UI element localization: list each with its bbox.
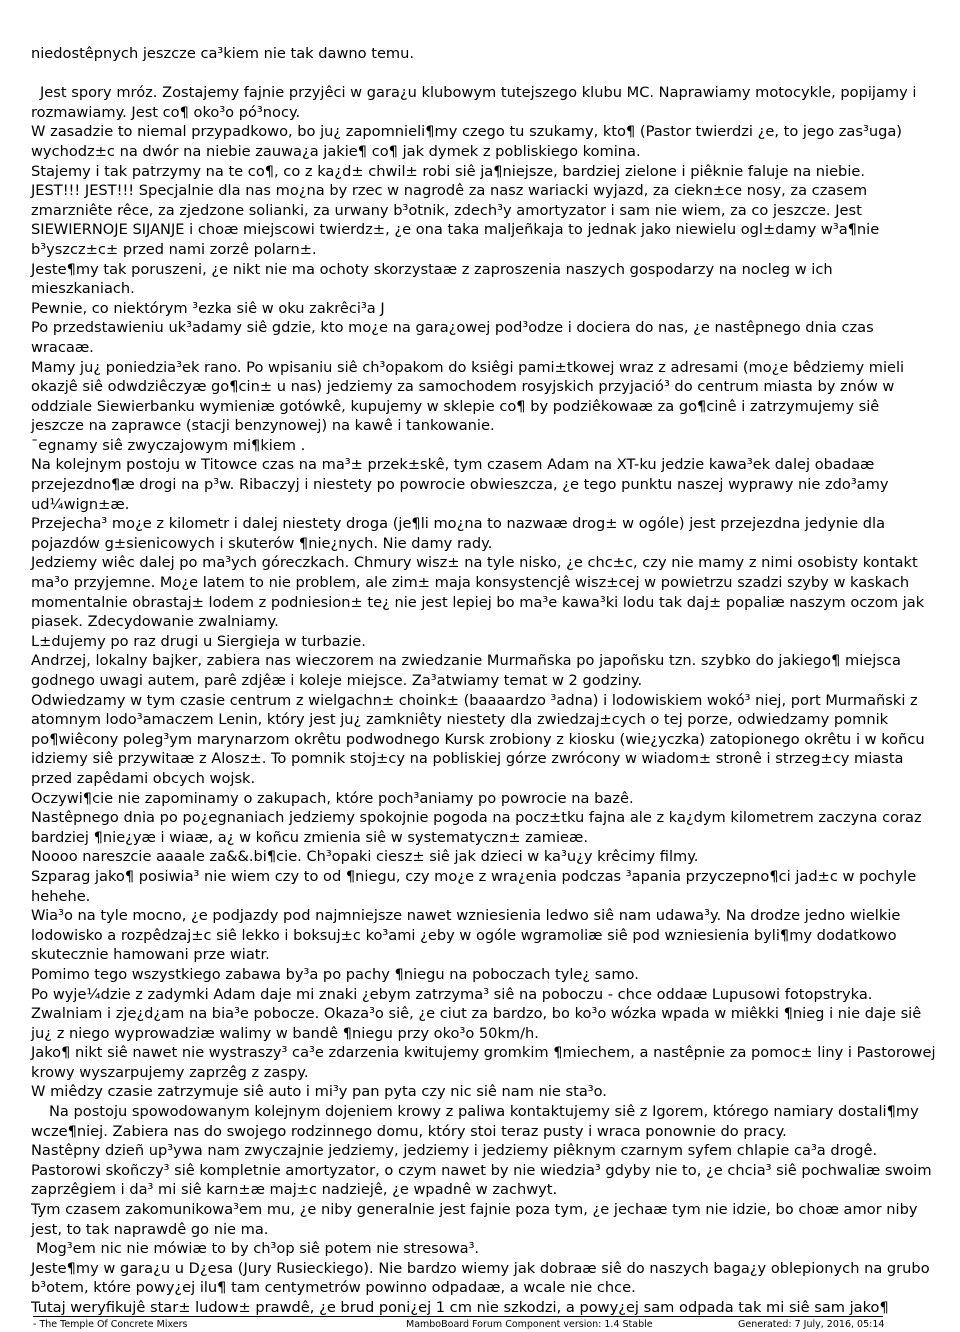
paragraph: Jako¶ nikt siê nawet nie wystraszy³ ca³e zdarzenia kwitujemy gromkim ¶miechem, a nastêpnie za pomoc± liny i Pastorowej krowy wyszarpujemy zaprzêg z zaspy. [31, 1044, 936, 1081]
paragraph: Pewnie, co niektórym ³ezka siê w oku zakrêci³a J [31, 299, 385, 317]
paragraph: Jeste¶my w gara¿u u D¿esa (Jury Rusieckiego). Nie bardzo wiemy jak dobraæ siê do naszych baga¿y oblepionych na grubo b³otem, które powy¿ej ilu¶ tam centymetrów powinno odpadaæ, a wcale nie chce. [31, 1259, 930, 1297]
paragraph: L±dujemy po raz drugi u Siergieja w turbazie. [31, 632, 366, 650]
paragraph: Jest spory mróz. Zostajemy fajnie przyjêci w gara¿u klubowym tutejszego klubu MC. Naprawiamy motocykle, popijamy i rozmawiamy. Jest co¶ oko³o pó³nocy. [31, 84, 917, 121]
footer-site-name: - The Temple Of Concrete Mixers [33, 1319, 188, 1330]
paragraph: Noooo nareszcie aaaale za&&.bi¶cie. Ch³opaki ciesz± siê jak dzieci w ka³u¿y krêcimy filmy. [31, 848, 699, 866]
paragraph: ¯egnamy siê zwyczajowym mi¶kiem . [31, 436, 306, 454]
paragraph: Odwiedzamy w tym czasie centrum z wielgachn± choink± (baaaardzo ³adna) i lodowiskiem wokó³ niej, port Murmañski z atomnym lodo³amaczem Lenin, który jest ju¿ zamkniêty niestety dla zwiedzaj±cych o tej porze, odwiedzamy pomnik po¶wiêcony poleg³ym marynarzom okrêtu podwodnego Kursk zrobiony z kiosku (wie¿yczka) zatopionego okrêtu i w koñcu idziemy siê przywitaæ z Alosz±. To pomnik stoj±cy na pobliskiej górze zwrócony w wiadom± stronê i strzeg±cy miasta przed zapêdami obcych wojsk. [31, 691, 925, 787]
paragraph: Na kolejnym postoju w Titowce czas na ma³± przek±skê, tym czasem Adam na XT-ku jedzie kawa³ek dalej obadaæ przejezdno¶æ drogi na p³w. Ribaczyj i niestety po powrocie obwieszcza, ¿e tego punktu naszej wyprawy nie zdo³amy ud¼wign±æ. [31, 456, 889, 513]
paragraph: Andrzej, lokalny bajker, zabiera nas wieczorem na zwiedzanie Murmañska po japoñsku tzn. szybko do jakiego¶ miejsca godnego uwagi autem, parê zdjêæ i koleje miejsce. Za³atwiamy temat w 2 godziny. [31, 652, 901, 689]
paragraph: Pomimo tego wszystkiego zabawa by³a po pachy ¶niegu na poboczach tyle¿ samo. [31, 965, 639, 983]
paragraph: Nastêpny dzieñ up³ywa nam zwyczajnie jedziemy, jedziemy i jedziemy piêknym czarnym syfem chlapie ca³a drogê. Pastorowi skoñczy³ siê kompletnie amortyzator, o czym nawet by nie wiedzia³ gdyby nie to, ¿e chcia³ siê pochwaliæ swoim zaprzêgiem i da³ mi siê karn±æ maj±c nadziejê, ¿e wpadnê w zachwyt. [31, 1142, 932, 1199]
paragraph: JEST!!! JEST!!! Specjalnie dla nas mo¿na by rzec w nagrodê za nasz wariacki wyjazd, za ciekn±ce nosy, za czasem zmarzniête rêce, za zjedzone solianki, za urwany b³otnik, zdech³y amortyzator i sam nie wiem, za co jeszcze. Jest SIEWIERNOJE SIJANJE i choæ miejscowi twierdz±, ¿e ona taka maljeñkaja to jednak jako niewielu ogl±damy w³a¶nie b³yszcz±c± przed nami zorzê polarn±. [31, 182, 880, 258]
paragraph: Oczywi¶cie nie zapominamy o zakupach, które poch³aniamy po powrocie na bazê. [31, 789, 634, 807]
paragraph: niedostêpnych jeszcze ca³kiem nie tak dawno temu. [31, 45, 415, 62]
document-body [31, 44, 936, 1318]
paragraph: Wia³o na tyle mocno, ¿e podjazdy pod najmniejsze nawet wzniesienia ledwo siê nam udawa³y. Na drodze jedno wielkie lodowisko a rozpêdzaj±c siê lekko i boksuj±c ko³ami ¿eby w ogóle wgramoliæ siê pod wzniesienia byli¶my dodatkowo skutecznie hamowani prze wiatr. [31, 907, 901, 964]
paragraph: W zasadzie to niemal przypadkowo, bo ju¿ zapomnieli¶my czego tu szukamy, kto¶ (Pastor twierdzi ¿e, to jego zas³uga) wychodz±c na dwór na niebie zauwa¿a jakie¶ co¶ jak dymek z pobliskiego komina. [31, 123, 902, 160]
paragraph: Po wyje¼dzie z zadymki Adam daje mi znaki ¿ebym zatrzyma³ siê na poboczu - chce oddaæ Lupusowi fotopstryka. Zwalniam i zje¿d¿am na bia³e pobocze. Okaza³o siê, ¿e ciut za bardzo, bo ko³o wózka wpada w miêkki ¶nieg i nie daje siê ju¿ z niego wyprowadziæ walimy w bandê ¶niegu przy oko³o 50km/h. [31, 985, 922, 1042]
page-footer [33, 1316, 885, 1330]
paragraph: Na postoju spowodowanym kolejnym dojeniem krowy z paliwa kontaktujemy siê z Igorem, którego namiary dostali¶my wcze¶niej. Zabiera nas do swojego rodzinnego domu, który stoi teraz pusty i wraca ponownie do pracy. [31, 1103, 919, 1140]
paragraph: W miêdzy czasie zatrzymuje siê auto i mi³y pan pyta czy nic siê nam nie sta³o. [31, 1083, 607, 1101]
paragraph: Przejecha³ mo¿e z kilometr i dalej niestety droga (je¶li mo¿na to nazwaæ drog± w ogóle) jest przejezdna jedynie dla pojazdów g±sienicowych i skuterów ¶nie¿nych. Nie damy rady. [31, 515, 886, 552]
paragraph: Szparag jako¶ posiwia³ nie wiem czy to od ¶niegu, czy mo¿e z wra¿enia podczas ³apania przyczepno¶ci jad±c w pochyle hehehe. [31, 867, 917, 905]
footer-component-version: MamboBoard Forum Component version: 1.4 Stable [406, 1319, 653, 1330]
paragraph: Po przedstawieniu uk³adamy siê gdzie, kto mo¿e na gara¿owej pod³odze i dociera do nas, ¿e nastêpnego dnia czas wracaæ. [31, 319, 874, 356]
paragraph: Nastêpnego dnia po po¿egnaniach jedziemy spokojnie pogoda na pocz±tku fajna ale z ka¿dym kilometrem zaczyna coraz bardziej ¶nie¿yæ i wiaæ, a¿ w koñcu zmienia siê w systematyczn± zamieæ. [31, 809, 922, 846]
paragraph: Mamy ju¿ poniedzia³ek rano. Po wpisaniu siê ch³opakom do ksiêgi pami±tkowej wraz z adresami (mo¿e bêdziemy mieli okazjê siê odwdziêczyæ go¶cin± u nas) jedziemy za samochodem rosyjskich przyjació³ do centrum miasta by znów w oddziale Siewierbanku wymieniæ gotówkê, kupujemy w sklepie co¶ by podziêkowaæ za go¶cinê i zatrzymujemy siê jeszcze na zaprawce (stacji benzynowej) na kawê i tankowanie. [31, 358, 905, 435]
paragraph: Jedziemy wiêc dalej po ma³ych góreczkach. Chmury wisz± na tyle nisko, ¿e chc±c, czy nie mamy z nimi osobisty kontakt ma³o przyjemne. Mo¿e latem to nie problem, ale zim± maja konsystencjê wisz±cej w powietrzu szadzi szyby w kaskach momentalnie obrastaj± lodem z podniesion± te¿ nie jest lepiej bo ma³e kawa³ki lodu tak daj± popaliæ naszym oczom jak piasek. Zdecydowanie zwalniamy. [31, 554, 925, 631]
paragraph: Stajemy i tak patrzymy na te co¶, co z ka¿d± chwil± robi siê ja¶niejsze, bardziej zielone i piêknie faluje na niebie. [31, 162, 865, 180]
paragraph: Tutaj weryfikujê star± ludow± prawdê, ¿e brud poni¿ej 1 cm nie szkodzi, a powy¿ej sam odpada tak mi siê sam jako¶ [31, 1299, 889, 1316]
paragraph: Tym czasem zakomunikowa³em mu, ¿e niby generalnie jest fajnie poza tym, ¿e jechaæ tym nie idzie, bo choæ amor niby jest, to tak naprawdê go nie ma. [31, 1201, 918, 1238]
footer-generated-date: Generated: 7 July, 2016, 05:14 [738, 1319, 885, 1330]
paragraph: Jeste¶my tak poruszeni, ¿e nikt nie ma ochoty skorzystaæ z zaproszenia naszych gospodarzy na nocleg w ich mieszkaniach. [31, 260, 833, 298]
paragraph: Mog³em nic nie mówiæ to by ch³op siê potem nie stresowa³. [36, 1240, 480, 1258]
